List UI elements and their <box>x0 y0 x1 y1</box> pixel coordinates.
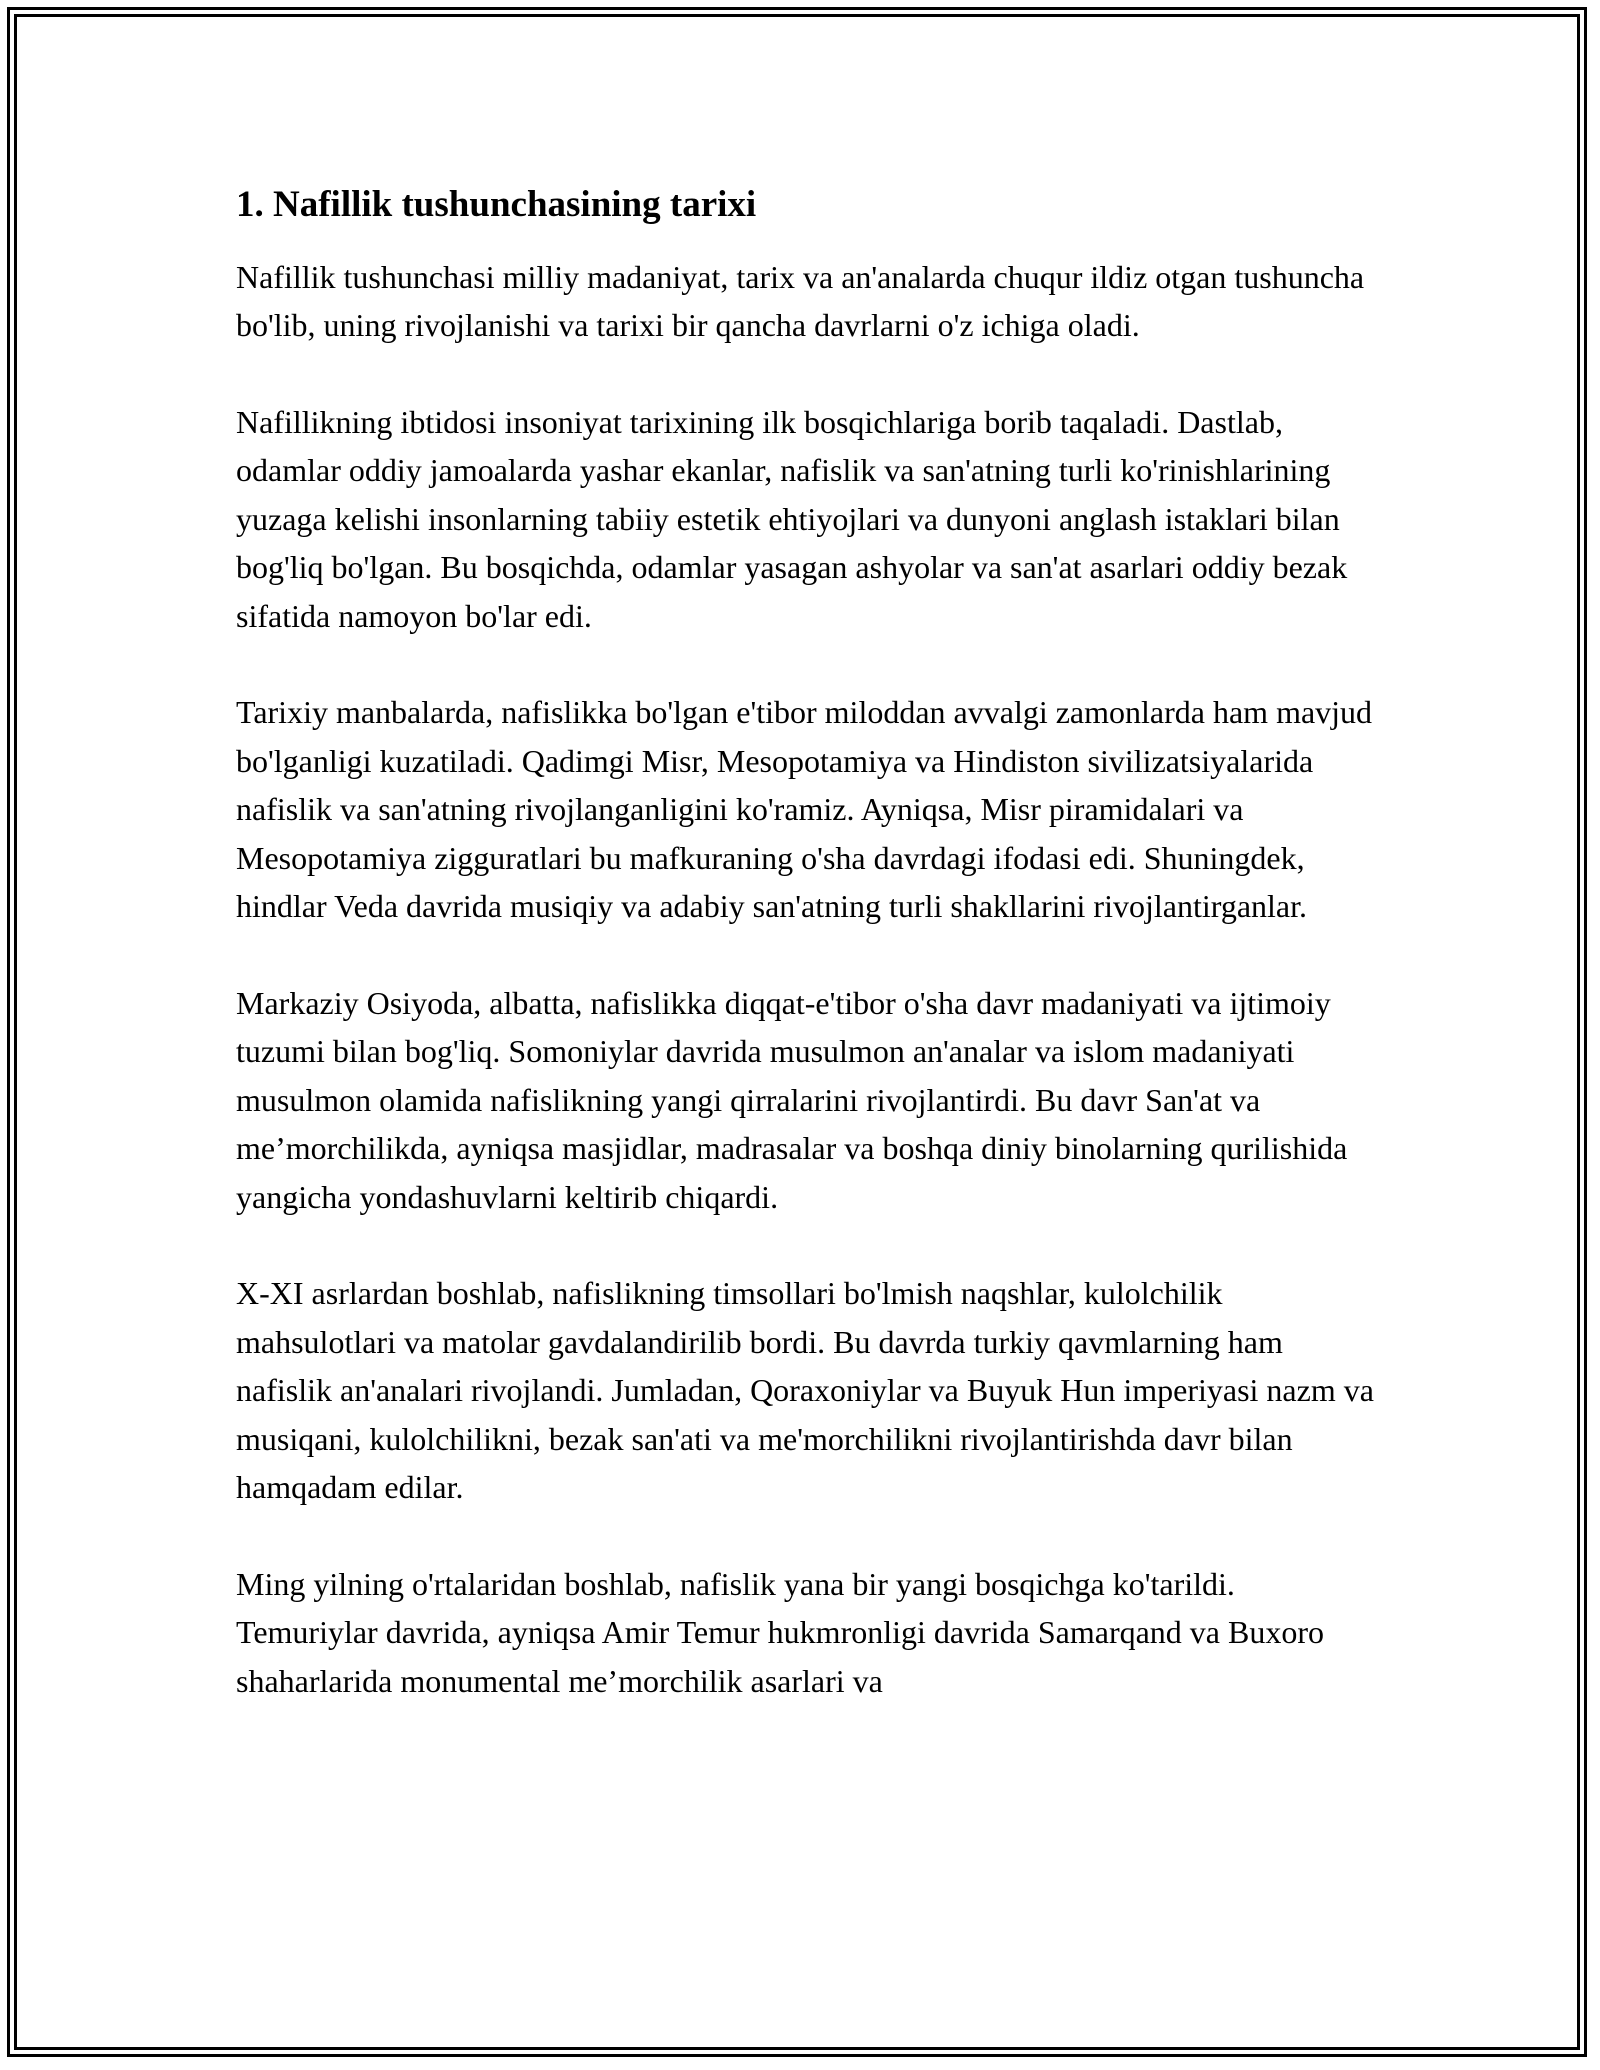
paragraph-ancient-civilizations: Tarixiy manbalarda, nafislikka bo'lgan e'tibor miloddan avvalgi zamonlarda ham mavjud bo'lganligi kuzatiladi. Qadimgi Misr, Mesopotamiya va Hindiston sivilizatsiyalarida nafislik va san'atning rivojlanganligini ko'ramiz. Ayniqsa, Misr piramidalari va Mesopotamiya zigguratlari bu mafkuraning o'sha davrdagi ifodasi edi. Shuningdek, hindlar Veda davrida musiqiy va adabiy san'atning turli shakllarini rivojlantirganlar. <box>236 694 1373 925</box>
paragraph-central-asia: Markaziy Osiyoda, albatta, nafislikka diqqat-e'tibor o'sha davr madaniyati va ijtimoiy tuzumi bilan bog'liq. Somoniylar davrida musulmon an'analar va islom madaniyati musulmon olamida nafislikning yangi qirralarini rivojlantirdi. Bu davr San'at va me’morchilikda, ayniqsa masjidlar, madrasalar va boshqa diniy binolarning qurilishida yangicha yondashuvlarni keltirib chiqardi. <box>236 984 1348 1215</box>
section-heading: 1. Nafillik tushunchasining tarixi <box>236 184 757 225</box>
paragraph-intro: Nafillik tushunchasi milliy madaniyat, tarix va an'analarda chuqur ildiz otgan tushuncha bo'lib, uning rivojlanishi va tarixi bir qancha davrlarni o'z ichiga oladi. <box>236 258 1365 344</box>
paragraph-timurid-era: Ming yilning o'rtalaridan boshlab, nafislik yana bir yangi bosqichga ko'tarildi. Temuriylar davrida, ayniqsa Amir Temur hukmronligi davrida Samarqand va Buxoro shaharlarida monumental me’morchilik asarlari va <box>236 1565 1324 1699</box>
paragraph-origins: Nafillikning ibtidosi insoniyat tarixining ilk bosqichlariga borib taqaladi. Dastlab, odamlar oddiy jamoalarda yashar ekanlar, nafislik va san'atning turli ko'rinishlarining yuzaga kelishi insonlarning tabiiy estetik ehtiyojlari va dunyoni anglash istaklari bilan bog'liq bo'lgan. Bu bosqichda, odamlar yasagan ashyolar va san'at asarlari oddiy bezak sifatida namoyon bo'lar edi. <box>236 403 1348 634</box>
paragraph-x-xi-centuries: X-XI asrlardan boshlab, nafislikning timsollari bo'lmish naqshlar, kulolchilik mahsulotlari va matolar gavdalandirilib bordi. Bu davrda turkiy qavmlarning ham nafislik an'analari rivojlandi. Jumladan, Qoraxoniylar va Buyuk Hun imperiyasi nazm va musiqani, kulolchilikni, bezak san'ati va me'morchilikni rivojlantirishda davr bilan hamqadam edilar. <box>236 1275 1374 1506</box>
document-body <box>236 180 1376 1753</box>
